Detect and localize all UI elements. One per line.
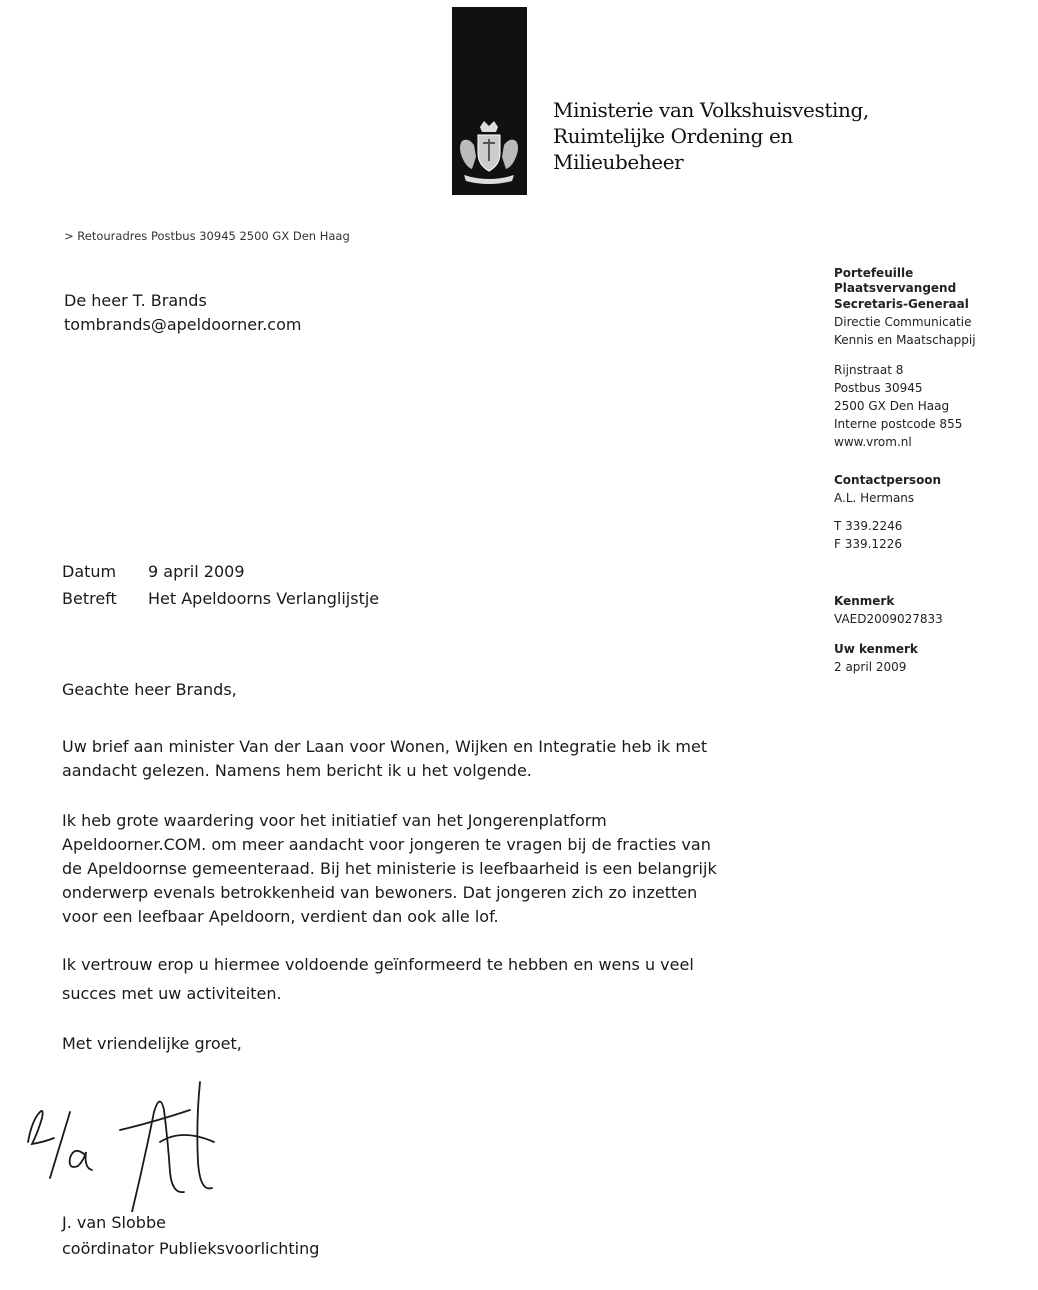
department-line-2: Plaatsvervangend (834, 281, 957, 295)
paragraph-3-line: Ik vertrouw erop u hiermee voldoende geïnformeerd te hebben en wens u veel (62, 955, 694, 974)
ministry-logo-bar (452, 7, 527, 195)
sidebar-reference (834, 592, 943, 676)
paragraph-2-line: onderwerp evenals betrokkenheid van bewoners. Dat jongeren zich zo inzetten (62, 883, 698, 902)
paragraph-2-line: Apeldoorner.COM. om meer aandacht voor jongeren te vragen bij de fracties van (62, 835, 711, 854)
sidebar-contact (834, 471, 941, 553)
paragraph-2-line: de Apeldoornse gemeenteraad. Bij het ministerie is leefbaarheid is een belangrijk (62, 859, 717, 878)
your-reference-value: 2 april 2009 (834, 660, 907, 674)
recipient-block (64, 289, 301, 337)
department-line-3: Secretaris-Generaal (834, 297, 969, 311)
signer-name: J. van Slobbe (62, 1213, 166, 1232)
signer-block (62, 1210, 319, 1262)
department-line-1: Portefeuille (834, 266, 914, 280)
address-city: 2500 GX Den Haag (834, 399, 950, 413)
paragraph-3 (62, 953, 822, 1006)
division-line-1: Directie Communicatie (834, 315, 972, 329)
address-internal: Interne postcode 855 (834, 417, 963, 431)
subject-label: Betreft (62, 589, 117, 608)
sidebar-department (834, 264, 976, 349)
paragraph-2 (62, 809, 822, 929)
paragraph-2-line: Ik heb grote waardering voor het initiatief van het Jongerenplatform (62, 811, 607, 830)
salutation: Geachte heer Brands, (62, 680, 237, 699)
reference-label: Kenmerk (834, 594, 895, 608)
contact-fax: F 339.1226 (834, 537, 902, 551)
ministry-line-3: Milieubeheer (553, 150, 684, 174)
subject-row (62, 585, 379, 612)
subject-value: Het Apeldoorns Verlanglijstje (148, 589, 380, 608)
paragraph-1-line: Uw brief aan minister Van der Laan voor Wonen, Wijken en Integratie heb ik met (62, 737, 708, 756)
return-address: > Retouradres Postbus 30945 2500 GX Den Haag (64, 229, 350, 243)
signer-title: coördinator Publieksvoorlichting (62, 1239, 320, 1258)
date-row (62, 558, 379, 585)
paragraph-2-line: voor een leefbaar Apeldoorn, verdient dan ook alle lof. (62, 907, 499, 926)
letter-meta (62, 558, 379, 612)
address-website: www.vrom.nl (834, 435, 912, 449)
ministry-line-1: Ministerie van Volkshuisvesting, (553, 98, 869, 122)
recipient-name: De heer T. Brands (64, 291, 207, 310)
sidebar-address (834, 361, 962, 451)
recipient-email: tombrands@apeldoorner.com (64, 315, 302, 334)
address-pobox: Postbus 30945 (834, 381, 923, 395)
reference-value: VAED2009027833 (834, 612, 943, 626)
ministry-line-2: Ruimtelijke Ordening en (553, 124, 793, 148)
address-street: Rijnstraat 8 (834, 363, 904, 377)
paragraph-1 (62, 735, 822, 783)
division-line-2: Kennis en Maatschappij (834, 333, 976, 347)
royal-crest-icon (456, 117, 522, 189)
contact-phone: T 339.2246 (834, 519, 903, 533)
closing: Met vriendelijke groet, (62, 1034, 242, 1053)
contact-label: Contactpersoon (834, 473, 942, 487)
handwritten-signature (14, 1072, 234, 1212)
paragraph-3-line: succes met uw activiteiten. (62, 984, 282, 1003)
paragraph-1-line: aandacht gelezen. Namens hem bericht ik u het volgende. (62, 761, 532, 780)
contact-name: A.L. Hermans (834, 491, 915, 505)
date-value: 9 april 2009 (148, 562, 245, 581)
ministry-name (553, 97, 869, 175)
date-label: Datum (62, 562, 117, 581)
your-reference-label: Uw kenmerk (834, 642, 918, 656)
